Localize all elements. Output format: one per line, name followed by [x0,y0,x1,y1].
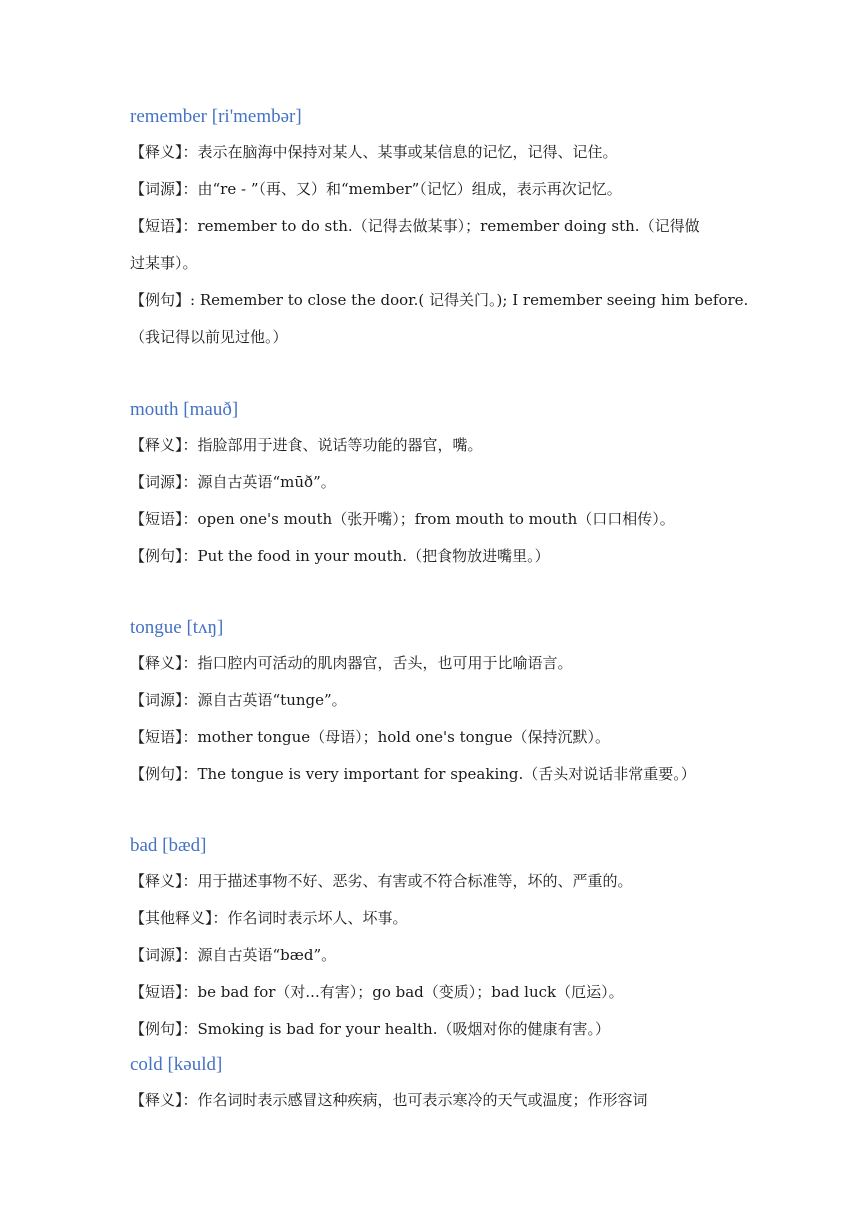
entry-remember [130,100,749,356]
phrase-line-cont: 过某事）。 [130,254,198,272]
example-line: 【例句】: Remember to close the door.( 记得关门。); I remember seeing him before. [130,291,749,309]
entry-mouth [130,393,740,575]
definition-line: 【释义】：表示在脑海中保持对某人、某事或某信息的记忆，记得、记住。 [130,143,618,161]
etymology-line: 【词源】：由“re - ”（再、又）和“member”（记忆）组成，表示再次记忆。 [130,180,622,198]
other-definition-line: 【其他释义】：作名词时表示坏人、坏事。 [130,909,408,927]
headword: bad [bæd] [130,835,207,856]
entry-gap [130,793,740,829]
example-line: 【例句】：Put the food in your mouth.（把食物放进嘴里。） [130,547,550,565]
example-line-cont: （我记得以前见过他。） [130,328,288,346]
definition-line: 【释义】：作名词时表示感冒这种疾病，也可表示寒冷的天气或温度；作形容词 [130,1091,648,1109]
entry-gap [130,575,740,611]
entry-cold [130,1048,740,1119]
headword: cold [kəuld] [130,1054,223,1075]
headword: remember [ri'membər] [130,106,302,127]
example-line: 【例句】：Smoking is bad for your health.（吸烟对你的健康有害。） [130,1020,610,1038]
phrase-line: 【短语】：open one's mouth（张开嘴）；from mouth to mouth（口口相传）。 [130,510,675,528]
headword: tongue [tʌŋ] [130,617,224,638]
etymology-line: 【词源】：源自古英语“mūð”。 [130,473,336,491]
phrase-line: 【短语】：mother tongue（母语）；hold one's tongue（保持沉默）。 [130,728,610,746]
etymology-line: 【词源】：源自古英语“tunge”。 [130,691,347,709]
etymology-line: 【词源】：源自古英语“bæd”。 [130,946,337,964]
definition-line: 【释义】：用于描述事物不好、恶劣、有害或不符合标准等，坏的、严重的。 [130,872,633,890]
phrase-line: 【短语】：be bad for（对...有害）；go bad（变质）；bad luck（厄运）。 [130,983,624,1001]
headword: mouth [mauð] [130,399,239,420]
definition-line: 【释义】：指口腔内可活动的肌肉器官，舌头，也可用于比喻语言。 [130,654,573,672]
entry-gap [130,356,740,393]
phrase-line: 【短语】：remember to do sth.（记得去做某事）；remember doing sth.（记得做 [130,217,700,235]
definition-line: 【释义】：指脸部用于进食、说话等功能的器官，嘴。 [130,436,483,454]
document-page [130,100,749,1119]
entry-tongue [130,611,740,793]
entry-bad [130,829,740,1048]
example-line: 【例句】：The tongue is very important for speaking.（舌头对说话非常重要。） [130,765,696,783]
